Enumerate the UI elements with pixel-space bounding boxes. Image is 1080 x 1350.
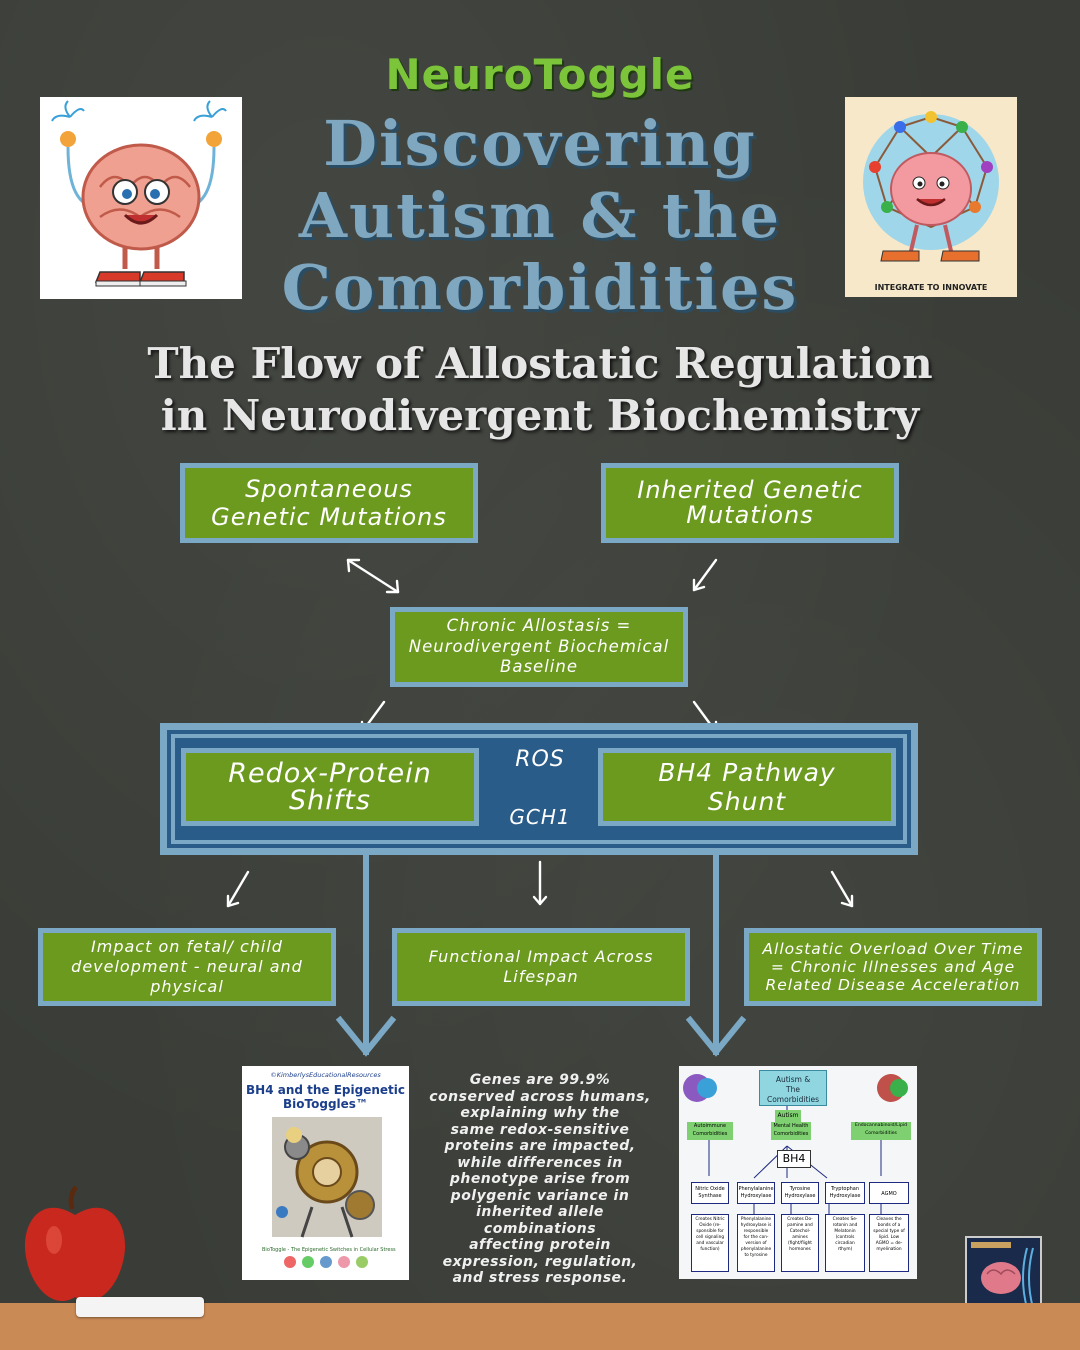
right-doc-enzyme-row: [691, 1182, 911, 1204]
note-line: Genes are 99.9%: [469, 1072, 611, 1088]
right-doc-autism: Autism: [775, 1110, 801, 1122]
right-logo-caption: INTEGRATE TO INNOVATE: [874, 283, 988, 292]
overload-line-1: Allostatic Overload Over Time: [762, 940, 1024, 958]
doc-title-line-1: BH4 and the Epigenetic: [246, 1083, 405, 1097]
clockwork-illustration: [242, 1117, 409, 1247]
detail-tph: [825, 1214, 865, 1272]
redox-line-1: Redox-Protein: [228, 758, 432, 789]
right-doc-mental: [771, 1122, 811, 1140]
detail-line: sponsible for: [696, 1229, 724, 1234]
right-doc-autoimmune: [687, 1122, 733, 1140]
detail-line: Melatonin: [834, 1229, 856, 1234]
overload-line-2: = Chronic Illnesses and Age: [770, 958, 1016, 976]
detail-th: [781, 1214, 819, 1272]
detail-line: rotonin and: [832, 1223, 858, 1228]
overload-line-3: Related Disease Acceleration: [765, 976, 1021, 994]
detail-line: pamine and: [787, 1223, 813, 1228]
enzyme-pah: [737, 1182, 775, 1204]
detail-nos: [691, 1214, 729, 1272]
detail-pah: [737, 1214, 775, 1272]
mental-line-2: Comorbidities: [773, 1131, 809, 1137]
genes-conservation-note: [424, 1072, 656, 1287]
detail-agmo: [869, 1214, 909, 1272]
detail-line: special type of: [873, 1229, 905, 1234]
detail-line: (fight/flight: [787, 1241, 812, 1246]
mental-line-1: Mental Health: [773, 1123, 809, 1129]
detail-line: lipid. Low: [878, 1235, 900, 1240]
functional-line-2: Lifespan: [503, 967, 579, 986]
note-line: while differences in: [457, 1154, 623, 1171]
enzyme-nos: [691, 1182, 729, 1204]
detail-line: function): [700, 1247, 720, 1252]
arrow-inherited-down: [694, 560, 716, 590]
arrow-to-overload: [832, 872, 852, 906]
title-line-2: Autism & the: [298, 179, 782, 252]
right-doc-title-line-1: Autism &: [775, 1075, 811, 1084]
detail-line: phenylalanine: [740, 1247, 772, 1252]
detail-line: hormones: [789, 1247, 811, 1252]
detail-line: to tyrosine: [744, 1253, 768, 1258]
chronic-line-1: Chronic Allostasis =: [446, 616, 632, 636]
detail-line: and vascular: [696, 1241, 724, 1246]
chronic-line-3: Baseline: [500, 657, 578, 677]
doc-credit: ©KimberlysEducationalResources: [270, 1071, 381, 1079]
impact-fetal-line-2: development - neural and: [71, 957, 303, 976]
note-line: explaining why the: [460, 1105, 620, 1121]
brand-logo-text: NeuroToggle: [385, 50, 695, 99]
detail-line: responsible: [743, 1229, 769, 1234]
box-redox-protein: [181, 748, 479, 826]
note-line: and stress response.: [452, 1270, 628, 1286]
apple-icon: [20, 1185, 130, 1313]
inherited-line-1: Inherited Genetic: [637, 476, 863, 504]
right-doc-endo: [851, 1122, 911, 1140]
note-line: proteins are impacted,: [444, 1138, 636, 1154]
box-bh4-pathway: [598, 748, 896, 826]
detail-line: Creates Se-: [832, 1217, 858, 1222]
detail-line: (controls: [835, 1235, 855, 1240]
enzyme-tph-line-1: Tryptophan: [830, 1186, 860, 1192]
right-doc-title: [759, 1070, 827, 1106]
detail-line: myelination: [876, 1247, 902, 1252]
brain-mascot-left-image: [40, 97, 242, 299]
note-line: inherited allele combinations: [476, 1204, 604, 1237]
enzyme-th-line-2: Hydroxylase: [784, 1193, 816, 1199]
right-doc-title-line-2: The Comorbidities: [766, 1085, 820, 1104]
enzyme-agmo: [869, 1182, 909, 1204]
autoimmune-line-2: Comorbidities: [692, 1131, 728, 1137]
detail-line: Catechol-: [789, 1229, 811, 1234]
impact-fetal-line-1: Impact on fetal/ child: [91, 937, 283, 956]
detail-line: bonds of a: [877, 1223, 901, 1228]
right-doc-bh4: BH4: [777, 1150, 811, 1168]
detail-line: circadian: [835, 1241, 855, 1246]
enzyme-tph: [825, 1182, 865, 1204]
ros-label: ROS: [515, 747, 565, 772]
enzyme-pah-line-1: Phenylalanine: [738, 1186, 774, 1192]
gch1-label: GCH1: [509, 805, 571, 829]
enzyme-tph-line-2: Hydroxylase: [829, 1193, 861, 1199]
enzyme-nos-line-2: Synthase: [698, 1193, 722, 1199]
enzyme-nos-line-1: Nitric Oxide: [695, 1186, 725, 1192]
note-line: affecting protein: [469, 1237, 611, 1253]
detail-line: cell signaling: [695, 1235, 725, 1240]
note-line: polygenic variance in: [450, 1187, 630, 1204]
inherited-line-2: Mutations: [686, 501, 814, 529]
subtitle-line-1: The Flow of Allostatic Regulation: [147, 339, 933, 388]
bh4-biotoggles-document: [242, 1066, 409, 1280]
arrow-spontaneous-bidirectional: [348, 560, 398, 592]
subtitle-line-2: in Neurodivergent Biochemistry: [160, 391, 920, 440]
box-functional-impact: [392, 928, 690, 1006]
impact-fetal-line-3: physical: [150, 977, 224, 996]
note-line: conserved across humans,: [429, 1088, 651, 1105]
educational-resources-logo: [965, 1236, 1042, 1313]
bh4-line-2: Shunt: [707, 787, 787, 816]
detail-line: Creates Do-: [787, 1217, 813, 1222]
title-line-3: Comorbidities: [281, 251, 799, 324]
box-spontaneous-mutations: [180, 463, 478, 543]
endo-line-1: Endocannabinoid/Lipid: [854, 1123, 908, 1128]
box-inherited-mutations: [601, 463, 899, 543]
page-subtitle: [0, 338, 1080, 442]
note-line: same redox-sensitive: [450, 1121, 630, 1138]
detail-line: Creates Nitric: [695, 1217, 725, 1222]
detail-line: Oxide (re-: [699, 1223, 721, 1228]
detail-line: amines: [792, 1235, 808, 1240]
title-line-1: Discovering: [323, 107, 757, 180]
detail-line: Phenylalanine: [740, 1217, 772, 1222]
box-allostatic-overload: [744, 928, 1042, 1006]
spontaneous-line-1: Spontaneous: [245, 475, 413, 503]
enzyme-pah-line-2: Hydroxylase: [740, 1193, 772, 1199]
doc-footer: BioToggle - The Epigenetic Switches in Cellular Stress: [262, 1247, 396, 1253]
note-line: expression, regulation,: [442, 1253, 638, 1270]
functional-line-1: Functional Impact Across: [428, 947, 654, 966]
bh4-line-1: BH4 Pathway: [658, 758, 836, 787]
doc-title-line-2: BioToggles™: [283, 1097, 368, 1111]
brain-mascot-right-image: [845, 97, 1017, 297]
right-doc-detail-row: [691, 1214, 911, 1274]
detail-line: for the con-: [743, 1235, 769, 1240]
chalk-icon: [76, 1297, 204, 1317]
autoimmune-line-1: Autoimmune: [693, 1123, 727, 1129]
autism-comorbidities-document: [679, 1066, 917, 1279]
redox-line-2: Shifts: [289, 785, 371, 816]
enzyme-th-line-1: Tyrosine: [789, 1186, 811, 1192]
arrow-to-impact-fetal: [228, 872, 248, 906]
enzyme-agmo-line-1: AGMO: [881, 1191, 897, 1197]
detail-line: rthym): [837, 1247, 853, 1252]
spontaneous-line-2: Genetic Mutations: [211, 503, 447, 531]
detail-line: version of: [745, 1241, 767, 1246]
enzyme-th: [781, 1182, 819, 1204]
note-line: phenotype arise from: [449, 1171, 631, 1187]
doc-title: [242, 1083, 409, 1111]
detail-line: Cleaves the: [876, 1217, 902, 1222]
endo-line-2: Comorbidities: [865, 1131, 897, 1136]
detail-line: hydroxylase is: [740, 1223, 772, 1228]
detail-line: AGMO = de-: [875, 1241, 903, 1246]
box-chronic-allostasis: [390, 607, 688, 687]
chronic-line-2: Neurodivergent Biochemical: [408, 636, 670, 656]
box-impact-fetal: [38, 928, 336, 1006]
